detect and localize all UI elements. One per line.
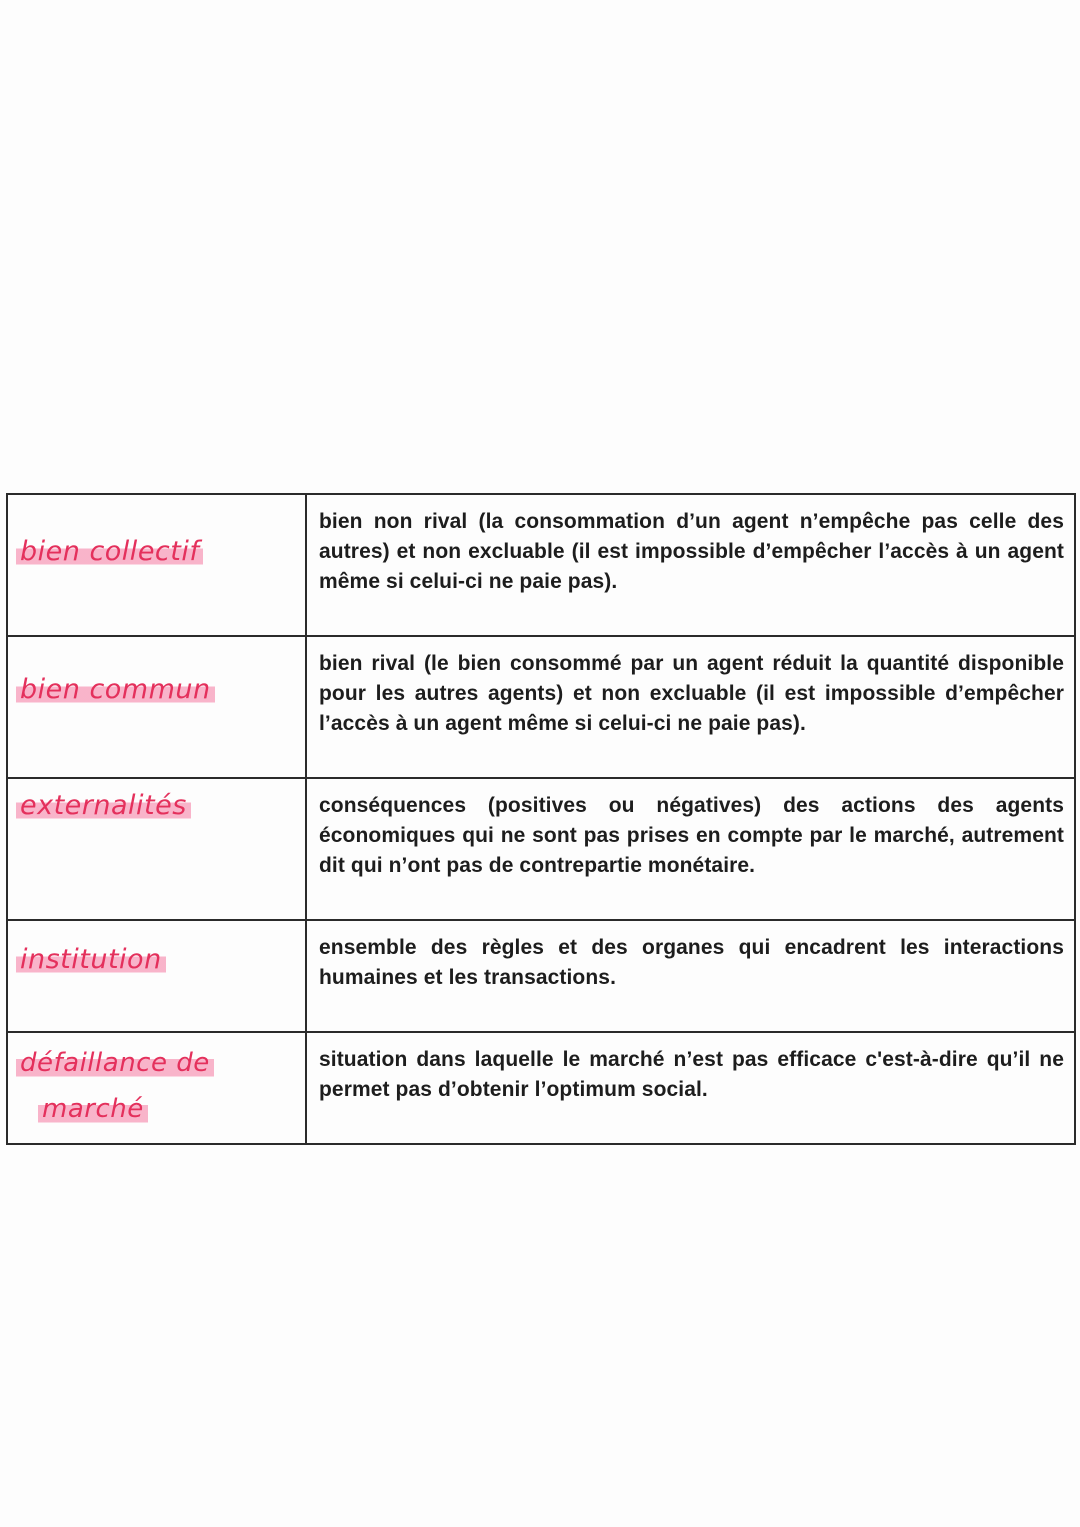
table-row	[7, 920, 1075, 1032]
term-cell	[7, 1032, 306, 1144]
term-defaillance-line2: marché	[38, 1093, 148, 1125]
definition-defaillance-de-marche: situation dans laquelle le marché n’est pas efficace c'est-à-dire qu’il ne permet pas d’obtenir l’optimum social.	[306, 1032, 1075, 1144]
table-row	[7, 636, 1075, 778]
term-externalites: externalités	[16, 791, 191, 821]
term-defaillance-line1: défaillance de	[16, 1047, 214, 1079]
term-cell	[7, 494, 306, 636]
term-cell	[7, 920, 306, 1032]
definition-bien-collectif: bien non rival (la consommation d’un agent n’empêche pas celle des autres) et non excluable (il est impossible d’empêcher l’accès à un agent même si celui-ci ne paie pas).	[306, 494, 1075, 636]
glossary-table	[6, 493, 1076, 1145]
table-row	[7, 778, 1075, 920]
definition-externalites: conséquences (positives ou négatives) des actions des agents économiques qui ne sont pas prises en compte par le marché, autrement dit qui n’ont pas de contrepartie monétaire.	[306, 778, 1075, 920]
table-row	[7, 494, 1075, 636]
term-bien-commun: bien commun	[16, 675, 215, 705]
term-bien-collectif: bien collectif	[16, 537, 203, 567]
definition-bien-commun: bien rival (le bien consommé par un agent réduit la quantité disponible pour les autres agents) et non excluable (il est impossible d’empêcher l’accès à un agent même si celui-ci ne paie pas).	[306, 636, 1075, 778]
term-institution: institution	[16, 945, 166, 975]
definition-institution: ensemble des règles et des organes qui encadrent les interactions humaines et les transactions.	[306, 920, 1075, 1032]
table-row	[7, 1032, 1075, 1144]
term-cell	[7, 778, 306, 920]
term-cell	[7, 636, 306, 778]
